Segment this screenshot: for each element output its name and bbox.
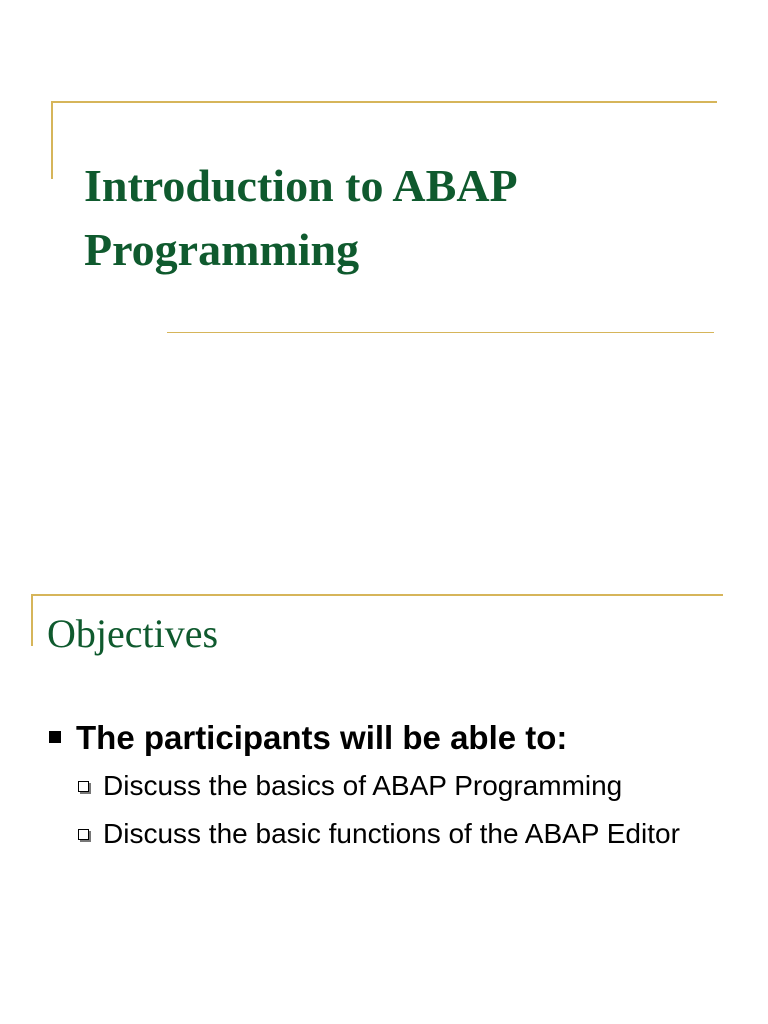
slide-title xyxy=(84,154,704,282)
title-frame-left-line xyxy=(51,101,53,179)
sub-bullet-text: Discuss the basics of ABAP Programming xyxy=(103,770,623,801)
sub-bullet-item xyxy=(74,814,736,853)
hollow-square-bullet-icon xyxy=(78,829,89,840)
sub-bullet-text: Discuss the basic functions of the ABAP Editor xyxy=(103,818,680,849)
slide-title-line-1: Introduction to ABAP xyxy=(84,160,518,211)
objectives-frame-left-line xyxy=(31,594,33,646)
hollow-square-bullet-icon xyxy=(78,781,89,792)
slide-title-line-2: Programming xyxy=(84,224,360,275)
bullet-text: The participants will be able to: xyxy=(76,719,568,756)
bullet-item xyxy=(46,716,736,760)
objectives-bullet-list xyxy=(46,716,736,853)
title-frame-top-line xyxy=(51,101,717,103)
objectives-frame-top-line xyxy=(31,594,723,596)
sub-bullet-item xyxy=(74,766,736,805)
objectives-heading: Objectives xyxy=(47,611,219,656)
square-bullet-icon xyxy=(49,731,61,743)
title-underline xyxy=(167,332,714,333)
